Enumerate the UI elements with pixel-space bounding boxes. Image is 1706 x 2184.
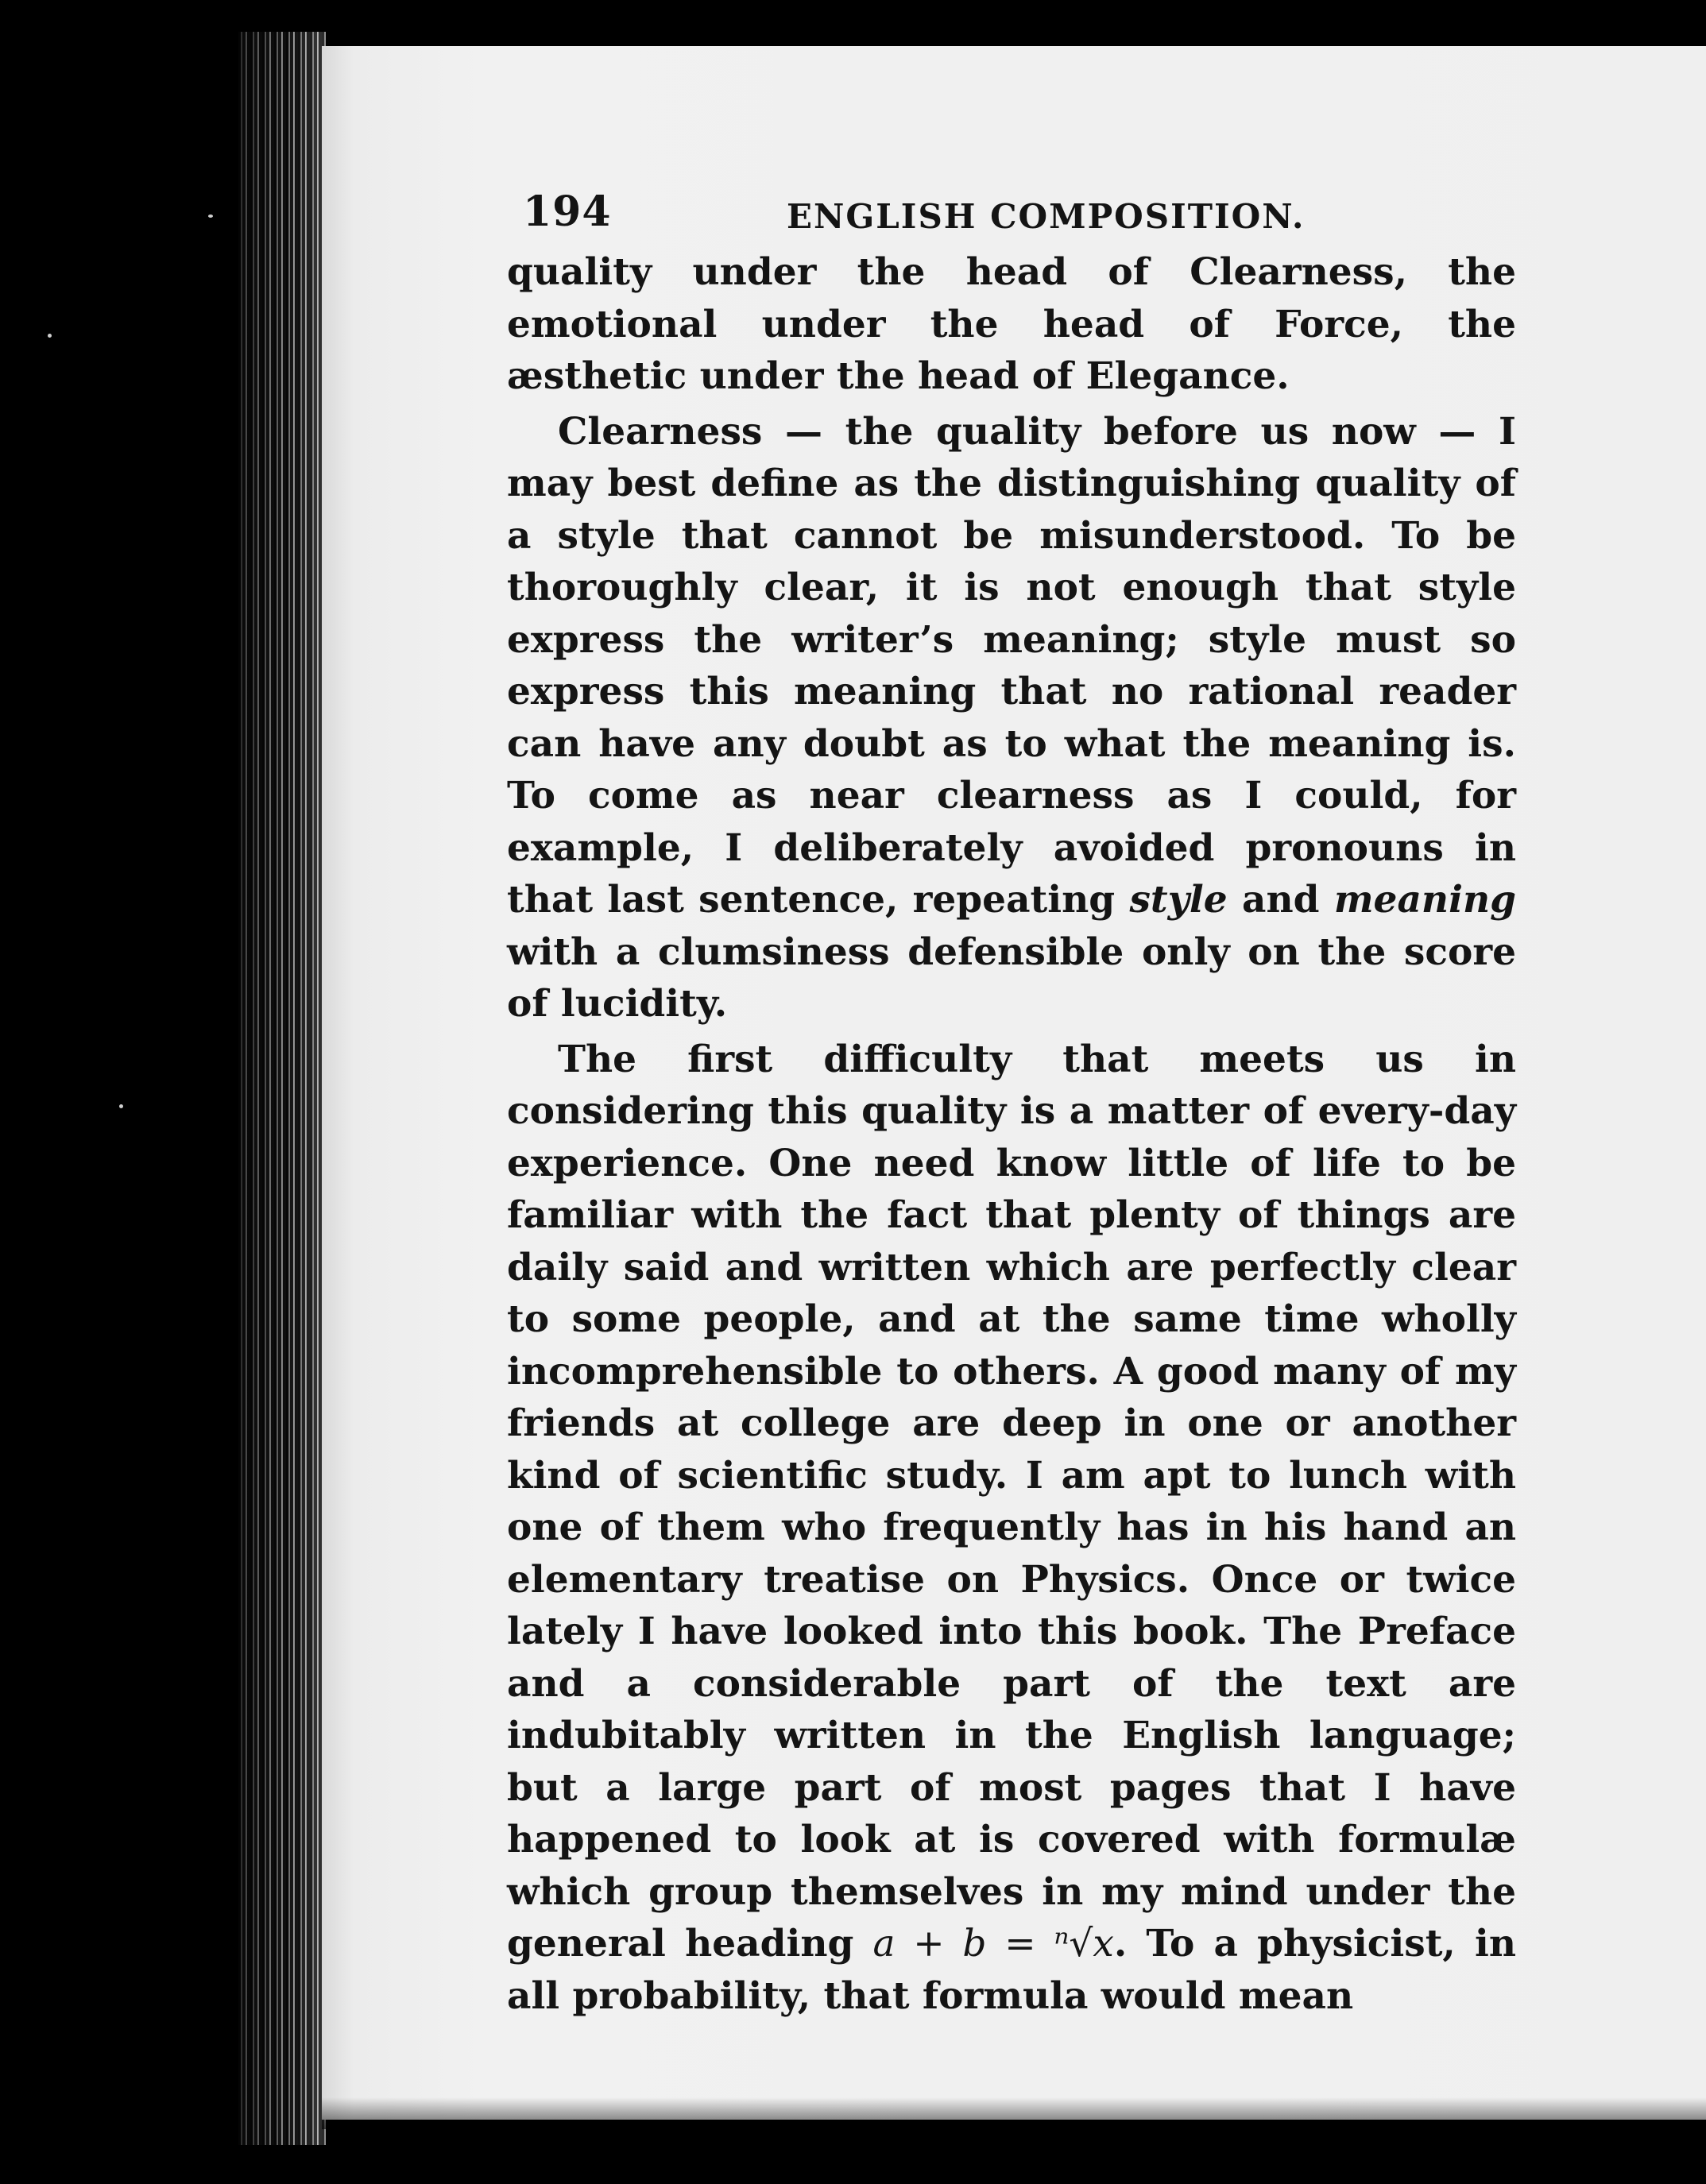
scan-speck — [48, 334, 52, 338]
paragraph-3 — [507, 1034, 1516, 2023]
page-bottom-shadow — [322, 2097, 1706, 2129]
paragraph-2-and: and — [1242, 878, 1320, 922]
paragraph-1 — [507, 246, 1516, 403]
paragraph-2-text-a: Clearness — the quality before us now — I may best define as the distinguishing quality of a style that cannot be misunderstood. To be thoroughly clear, it is not enough that style express the writer’s meaning; style must so express this meaning that no rational reader can have any doubt as to what the meaning is. To come as near clearness as I could, for example, I deliberately avoided pronouns in that last sentence, repeating — [507, 409, 1516, 922]
running-head — [507, 183, 1516, 246]
paragraph-2-text-b: with a clumsiness defensible only on the score of lucidity. — [507, 930, 1516, 1026]
italic-word-meaning: meaning — [1333, 878, 1516, 922]
book-page-edges — [238, 32, 326, 2145]
paragraph-2 — [507, 406, 1516, 1030]
page-number: 194 — [523, 187, 612, 236]
page-text-block — [507, 183, 1516, 2022]
scan-speck — [119, 1104, 123, 1108]
page-header-title: ENGLISH COMPOSITION. — [787, 197, 1306, 236]
scan-speck — [208, 215, 213, 218]
paragraph-3-text-a: The first difficulty that meets us in considering this quality is a matter of every-day experience. One need know little of life to be familiar with the fact that plenty of things are daily said and written which are perfectly clear to some people, and at the same time wholly incomprehensible to others. A good many of my friends at college are deep in one or another kind of scientific study. I am apt to lunch with one of them who frequently has in his hand an elementary treatise on Physics. Once or twice lately I have looked into this book. The Preface and a considerable part of the text are indubitably written in the English language; but a large part of most pages that I have happened to look at is covered with formulæ which group themselves in my mind under the general heading — [507, 1037, 1516, 1966]
italic-word-style: style — [1129, 878, 1228, 922]
paragraph-1-text: quality under the head of Clearness, the emotional under the head of Force, the æsthetic under the head of Elegance. — [507, 250, 1516, 398]
paragraph-3-text-b: . To a physicist, in all probability, that formula would mean — [507, 1922, 1516, 2018]
math-formula: a + b = ⁿ√x — [872, 1922, 1114, 1966]
